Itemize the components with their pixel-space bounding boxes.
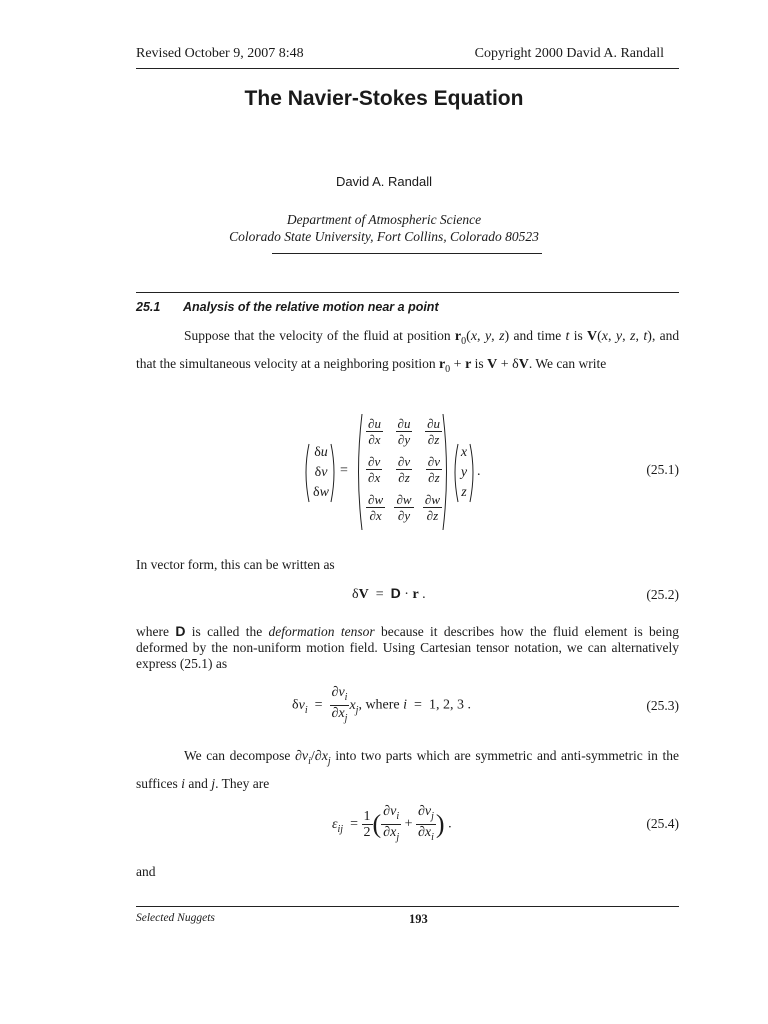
and-text: and [136,864,156,879]
equation-25-2: δV = D · r . [352,585,426,602]
affiliation-line-2: Colorado State University, Fort Collins, Colorado 80523 [229,229,539,244]
section-number: 25.1 [136,300,161,314]
header-right: Copyright 2000 David A. Randall [474,46,664,61]
page-title: The Navier-Stokes Equation [244,87,524,110]
equation-number-25-3: (25.3) [646,698,679,713]
equation-number-25-1: (25.1) [646,462,679,477]
title-rule [272,253,542,254]
position-vector: x y z [460,445,468,500]
page-number: 193 [409,912,428,926]
header-rule [136,68,679,69]
header-left: Revised October 9, 2007 8:48 [136,46,304,61]
author-name: David A. Randall [335,174,433,189]
section-title: Analysis of the relative motion near a point [183,300,439,314]
equation-25-1 [302,412,492,532]
gradient-matrix: $\frac{\partial u}{\partial x}$ $\frac{\partial u}{\partial y}$ $\frac{\partial u}{\partial z}$ $\frac{\partial v}{\partial x}$ $\frac{\partial v}{\partial z}$ $\frac{\partial v}{\partial z}$ $\frac{\partial w}{\partial x}$ $\frac{\partial w}{\partial y}$ $\frac{\partial w}{\partial z}$ [368,416,440,523]
equation-25-4: $\varepsilon_{ij}$ = $\frac{1}{2}$ ( $\frac{\partial v_i}{\partial x_j}$ + $\frac{\partial v_j}{\partial x_i}$ ) . [332,804,452,843]
equation-number-25-2: (25.2) [646,587,679,602]
vector-form-text: In vector form, this can be written as [136,557,335,572]
equation-25-3: $\delta v_i$ = $\frac{\partial v_i}{\partial x_j}$ $x_j$, where i = 1, 2, 3 . [292,685,471,724]
deformation-tensor-term: deformation tensor [268,624,375,639]
equation-period: . [477,464,481,479]
paragraph-1: Suppose that the velocity of the fluid at position $r_0(x$, y, z) and time t is V(x, y, z, t), and that the simultaneous velocity at a neighboring position $r_0 + r$ is V + δV. We can write [136,328,680,375]
equals-sign: = [340,463,348,478]
footer-rule [136,906,679,907]
paragraph-4: We can decompose $\partial v_i/\partial x_j$ into two parts which are symmetric and anti-symmetric in the suffices i and j. They are [136,748,680,792]
delta-velocity-vector: δu δv δw [313,445,329,500]
section-rule [136,292,679,293]
footer-left: Selected Nuggets [136,912,215,924]
affiliation-line-1: Department of Atmospheric Science [286,212,482,227]
paragraph-3: where D is called the deformation tensor because it describes how the fluid element is being deformed by the non-uniform motion field. Using Cartesian tensor notation, we can alternatively express (25.1) as [136,623,680,671]
equation-number-25-4: (25.4) [646,816,679,831]
